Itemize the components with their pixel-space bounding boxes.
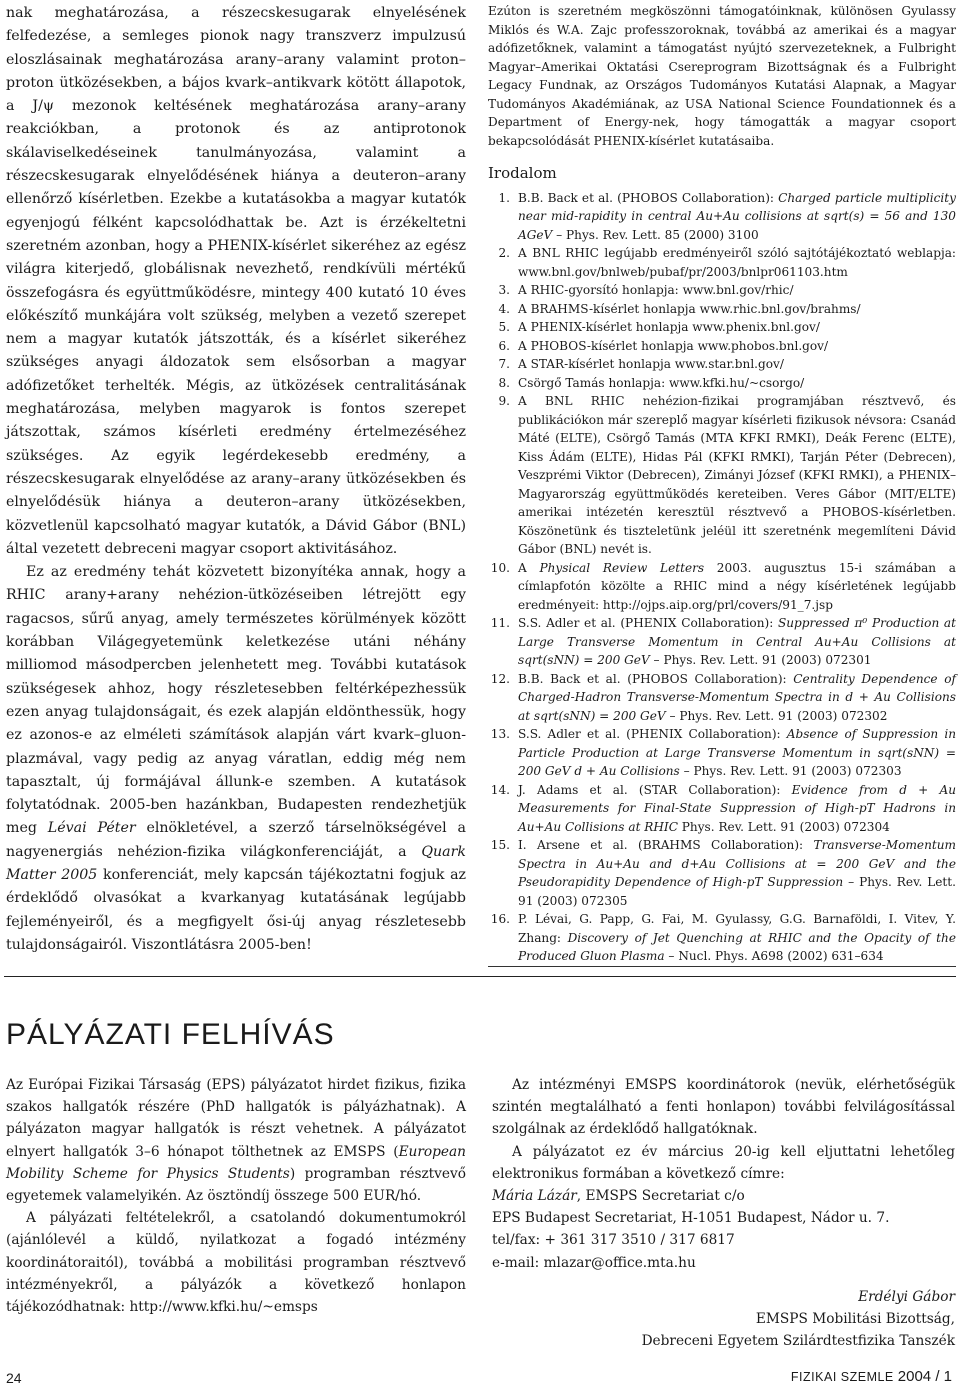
contact-name: Mária Lázár [492,1188,577,1205]
call-paragraph: A pályázati feltételekről, a csatolandó dokumentumokról (ajánlólevél a küldő, nyilatkozat a fogadó intézmény koordinátoraitól), továbbá a mobilitási programban résztvevő intézményekről, a pályázók a következő honlapon tájékozódhatnak: http://www.kfki.hu/~emsps [6,1210,466,1316]
reference-item: 10. A Physical Review Letters 2003. augusztus 15-i számában a címlapfotón közölte a RHIC mind a négy kísérletének legújabb eredményeit: http://ojps.aip.org/prl/covers/91_7.jsp [490,560,956,612]
call-paragraph: Az intézményi EMSPS koordinátorok (nevük, elérhetőségük szintén megtalálható a fenti honlapon) további felvilágosítással szolgálnak az érdeklődő hallgatóknak. [492,1077,955,1138]
reference-item: 5. A PHENIX-kísérlet honlapja www.phenix.bnl.gov/ [498,320,820,334]
journal-issue: 2004 / 1 [897,1368,952,1385]
call-right-column [492,1074,955,1352]
person-name: Lévai Péter [47,820,136,837]
programme-name: European Mobility Scheme for Physics Students [6,1143,466,1182]
reference-item: 4. A BRAHMS-kísérlet honlapja www.rhic.bnl.gov/brahms/ [498,301,861,316]
reference-item: 13. S.S. Adler et al. (PHENIX Collaboration): Absence of Suppression in Particle Production at Large Transverse Momentum in sqrt(sNN) = 200 GeV d + Au Collisions – Phys. Rev. Lett. 91 (2003) 072303 [490,727,956,778]
call-left-column [6,1074,466,1318]
signature-name: Erdélyi Gábor [858,1288,955,1305]
article-right-column [488,2,956,966]
page-number: 24 [6,1370,22,1386]
call-paragraph: Az Európai Fizikai Társaság (EPS) pályázatot hirdet fizikus, fizika szakos hallgatók részére (PhD hallgatók is pályázhatnak). A pályázaton magyar hallgatók is részt vehetnek. A pályázatot elnyert hallgatók 3–6 hónapot tölthetnek az EMSPS (European Mobility Scheme for Physics Students) programban résztvevő egyetemek valamelyikén. Az ösztöndíj összege 500 EUR/hó. [6,1077,466,1205]
call-title: PÁLYÁZATI FELHÍVÁS [6,1018,335,1051]
reference-list [488,189,956,966]
call-paragraph: A pályázatot ez év március 20-ig kell eljuttatni lehetőleg elektronikus formában a következő címre: [492,1143,955,1182]
reference-item: 3. A RHIC-gyorsító honlapja: www.bnl.gov/rhic/ [498,283,794,297]
reference-item: 9. A BNL RHIC nehézion-fizikai programjában résztvevő, és publikációkon már szereplő magyar kísérleti fizikusok névsora: Csanád Máté (ELTE), Csörgő Tamás (MTA KFKI RMKI), Deák Ferenc (ELTE), Kiss Ádám (ELTE), Hidas Pál (KFKI RMKI), Tarján Péter (Debrecen), Veszprémi Viktor (Debrecen), Zimányi József (KFKI RMKI), a PHENIX–Magyarország együttműködés kereteiben. Veres Gábor (MIT/ELTE) amerikai intézetén keresztül résztvevő a PHOBOS-kísérletben. Köszönetünk és tiszteletünk jeléül itt szeretnénk megemlíteni Dávid Gábor (BNL) nevét is. [498,394,956,556]
reference-item: 2. A BNL RHIC legújabb eredményeiről szóló sajtótájékoztató weblapja: www.bnl.gov/bnlweb/pubaf/pr/2003/bnlpr061103.htm [498,246,956,279]
address-email: e-mail: mlazar@office.mta.hu [492,1254,696,1271]
acknowledgement: Ezúton is szeretném megköszönni támogatóinknak, különösen Gyulassy Miklós és W.A. Zajc professzoroknak, továbbá az amerikai és a magyar adófizetőknek, valamint a támogatást nyújtó szervezeteknek, a Fulbright Magyar–Amerikai Oktatási Csereprogram Bizottságnak és a Fulbright Legacy Fundnak, az Országos Tudományos Kutatási Alapnak, a Magyar Tudományos Akadémiának, az USA National Science Foundationnek és a Department of Energy-nek, hogy támogatták a magyar csoport bekapcsolódását PHENIX-kísérlet kutatásaiba. [488,4,956,148]
section-divider [4,976,956,977]
journal-footer [791,1368,952,1385]
journal-name: FIZIKAI SZEMLE [790,1370,894,1384]
article-paragraph: Ez az eredmény tehát közvetett bizonyítéka annak, hogy a RHIC arany+arany nehézion-ütközéseiben létrejött egy ragacsos, sűrű anyag, amely természetes körülmények között korábban Világegyetemünk keletkezése utáni néhány milliomod másodpercben jelenhetett meg. További kutatások szükségesek ahhoz, hogy részletesebben feltérképezhessük ezen anyag tulajdonságait, és ezek alapján eldönthessük, hogy ez azonos-e az elméleti számítások alapján várt kvark–gluon-plazmával, vagy pedig az anyag váratlan, eddig még nem tapasztalt, új formájával állunk-e szemben. A kutatások folytatódnak. 2005-ben hazánkban, Budapesten rendezhetjük meg Lévai Péter elnökletével, a szerző társelnökségével a nagyenergiás nehézion-fizika világkonferenciáját, a Quark Matter 2005 konferenciát, mely kapcsán tájékoztatni fogjuk az érdeklődő olvasókat a kvarkanyag kutatásának legújabb fejleményeiről, és a megfigyelt ősi-új anyag részletesebb tulajdonságairól. Viszontlátásra 2005-ben! [6,564,467,953]
reference-item: 1. B.B. Back et al. (PHOBOS Collaboration): Charged particle multiplicity near mid-rapidity in central Au+Au collisions at sqrt(s) = 56 and 130 AGeV – Phys. Rev. Lett. 85 (2000) 3100 [498,190,956,242]
address-line: Mária Lázár, EMSPS Secretariat c/o [492,1188,745,1205]
reference-item: 7. A STAR-kísérlet honlapja www.star.bnl.gov/ [498,357,784,371]
article-paragraph: nak meghatározása, a részecskesugarak elnyelésének felfedezése, a semleges pionok nagy transzverz impulzusú eloszlásainak meghatározása arany–arany valamint proton–proton ütközésekben, a bájos kvark–antikvark kötött állapotok, a J/ψ mezonok keltésének meghatározása arany–arany reakciókban, a protonok és az antiprotonok skálaviselkedéseinek tanulmányozása, valamint a részecskesugarak elnyelődésének hiánya a deuteron–arany ellenőrző kísérletben. Ezekbe a kutatásokba a magyar kutatók egyenjogú félként kapcsolódhattak be. Azt is érzékeltetni szeretném azonban, hogy a PHENIX-kísérlet sikeréhez az egész világra kiterjedő, globálisnak nevezhető, rendkívüli mértékű összefogásra és együttműködésre, mintegy 400 kutató 10 éves előkészítő munkájára volt szükség, melyben a vezető szerepet nem a magyar kutatók játszották, és a kísérlet sikeréhez szükséges anyagi áldozatok sem elsősorban a magyar adófizetőket terhelték. Mégis, az ütközések centralitásának meghatározása, melyben magyarok is fontos szerepet játszottak, számos kísérleti eredmény értelmezéséhez szükséges. Az egyik legérdekesebb eredmény, a részecskesugarak elnyelődése az arany–arany ütközésekben és elnyelődésük hiánya a deuteron–arany ütközésekben, közvetlenül kapcsolható magyar kutatók, a Dávid Gábor (BNL) által vezetett debreceni magyar csoport aktivitásához. [6,5,466,557]
reference-item: 11. S.S. Adler et al. (PHENIX Collaboration): Suppressed π⁰ Production at Large Transverse Momentum in Central Au+Au Collisions at sqrt(sNN) = 200 GeV – Phys. Rev. Lett. 91 (2003) 072301 [490,616,956,667]
address-line: EPS Budapest Secretariat, H-1051 Budapest, Nádor u. 7. [492,1210,890,1227]
reference-item: 14. J. Adams et al. (STAR Collaboration): Evidence from d + Au Measurements for Final-State Suppression of High-pT Hadrons in Au+Au Collisions at RHIC Phys. Rev. Lett. 91 (2003) 072304 [490,782,956,834]
conference-name: Quark Matter 2005 [6,843,466,883]
reference-item: 15. I. Arsene et al. (BRAHMS Collaboration): Transverse-Momentum Spectra in Au+Au and d+Au Collisions at = 200 GeV and the Pseudorapidity Dependence of High-pT Suppression – Phys. Rev. Lett. 91 (2003) 072305 [490,838,956,908]
references-end-rule [488,966,956,967]
reference-item: 16. P. Lévai, G. Papp, G. Fai, M. Gyulassy, G.G. Barnaföldi, I. Vitev, Y. Zhang: Discovery of Jet Quenching at RHIC and the Opacity of the Produced Gluon Plasma – Nucl. Phys. A698 (2002) 631–634 [490,912,956,963]
signature-role: EMSPS Mobilitási Bizottság, [755,1311,955,1328]
reference-item: 12. B.B. Back et al. (PHOBOS Collaboration): Centrality Dependence of Charged-Hadron Transverse-Momentum Spectra in d + Au Collisions at sqrt(sNN) = 200 GeV – Phys. Rev. Lett. 91 (2003) 072302 [490,671,956,723]
reference-item: 6. A PHOBOS-kísérlet honlapja www.phobos.bnl.gov/ [498,338,829,353]
address-phone: tel/fax: + 361 317 3510 / 317 6817 [492,1232,735,1249]
signature-affiliation: Debreceni Egyetem Szilárdtestfizika Tanszék [641,1333,955,1350]
article-left-column [6,2,466,957]
references-title: Irodalom [488,164,557,182]
reference-item: 8. Csörgő Tamás honlapja: www.kfki.hu/~csorgo/ [498,375,805,390]
